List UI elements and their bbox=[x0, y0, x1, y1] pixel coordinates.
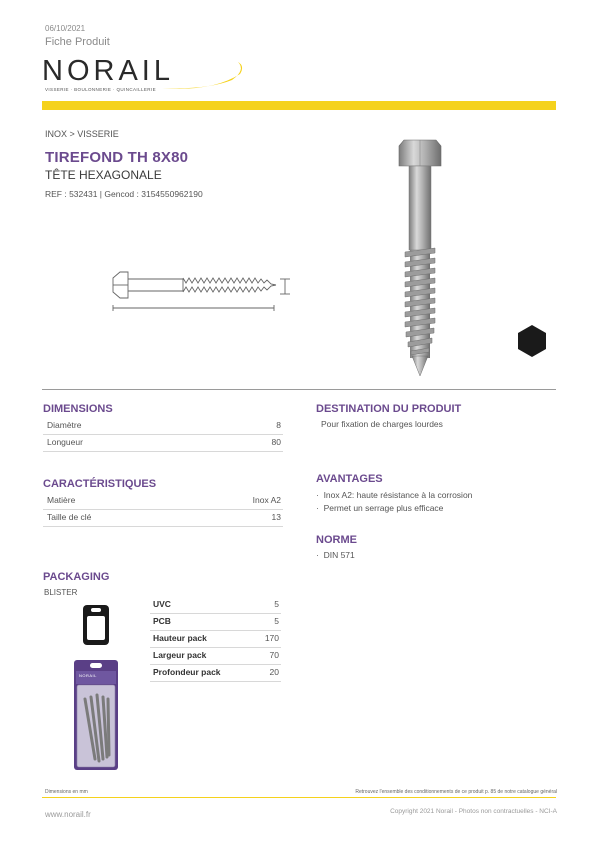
product-title: TIREFOND TH 8X80 bbox=[45, 149, 189, 166]
header-yellow-bar bbox=[42, 101, 556, 110]
footer-dimensions-note: Dimensions en mm bbox=[45, 789, 88, 795]
footer-website-link[interactable]: www.norail.fr bbox=[45, 810, 91, 819]
dimensions-heading: DIMENSIONS bbox=[43, 403, 113, 415]
dimension-row-longueur bbox=[43, 434, 283, 452]
document-type: Fiche Produit bbox=[45, 36, 110, 48]
row-value: 5 bbox=[274, 599, 279, 609]
technical-drawing bbox=[108, 268, 293, 318]
logo-wordmark: NORAIL bbox=[42, 55, 174, 87]
product-subtitle: TÊTE HEXAGONALE bbox=[45, 168, 162, 182]
row-value: Inox A2 bbox=[252, 495, 281, 505]
avantages-heading: AVANTAGES bbox=[316, 473, 383, 485]
destination-heading: DESTINATION DU PRODUIT bbox=[316, 403, 462, 415]
row-label: UVC bbox=[153, 599, 171, 609]
row-value: 80 bbox=[271, 437, 281, 447]
packaging-row-largeur bbox=[150, 647, 281, 665]
footer-catalog-note: Retrouvez l'ensemble des conditionnements de ce produit p. 85 de notre catalogue général bbox=[355, 789, 557, 795]
row-label: Largeur pack bbox=[153, 650, 207, 660]
avantage-item bbox=[316, 503, 443, 513]
norme-text: DIN 571 bbox=[323, 550, 355, 560]
bullet-dot: · bbox=[316, 550, 324, 560]
packaging-row-hauteur bbox=[150, 630, 281, 648]
packaging-heading: PACKAGING bbox=[43, 571, 110, 583]
row-label: PCB bbox=[153, 616, 171, 626]
row-label: Longueur bbox=[47, 437, 83, 447]
row-value: 13 bbox=[271, 512, 281, 522]
destination-text: Pour fixation de charges lourdes bbox=[321, 419, 443, 429]
row-label: Diamètre bbox=[47, 420, 82, 430]
packaging-type: BLISTER bbox=[44, 588, 78, 597]
row-value: 170 bbox=[264, 633, 279, 643]
packaging-row-pcb bbox=[150, 613, 281, 631]
dimension-row-diametre bbox=[43, 417, 283, 435]
blister-brand-label: NORAIL bbox=[79, 673, 97, 678]
footer-copyright: Copyright 2021 Norail - Photos non contractuelles - NCI-A bbox=[390, 808, 557, 815]
row-label: Matière bbox=[47, 495, 76, 505]
row-value: 70 bbox=[269, 650, 279, 660]
breadcrumb: INOX > VISSERIE bbox=[45, 129, 119, 139]
row-value: 8 bbox=[276, 420, 281, 430]
norail-logo bbox=[42, 56, 252, 96]
row-label: Hauteur pack bbox=[153, 633, 207, 643]
avantage-text: Inox A2: haute résistance à la corrosion bbox=[323, 490, 473, 500]
packaging-row-uvc bbox=[150, 596, 281, 614]
footer-rule bbox=[42, 797, 556, 798]
row-label: Profondeur pack bbox=[153, 667, 221, 677]
norme-item bbox=[316, 550, 355, 560]
packaging-row-profondeur bbox=[150, 664, 281, 682]
row-label: Taille de clé bbox=[47, 512, 92, 522]
row-value: 20 bbox=[269, 667, 279, 677]
caracteristiques-heading: CARACTÉRISTIQUES bbox=[43, 478, 157, 490]
document-date: 06/10/2021 bbox=[45, 24, 86, 33]
logo-tagline: VISSERIE · BOULONNERIE · QUINCAILLERIE bbox=[45, 87, 156, 92]
row-value: 5 bbox=[274, 616, 279, 626]
hexagon-head-icon bbox=[516, 324, 548, 358]
caracteristique-row-matiere bbox=[43, 492, 283, 510]
blister-pack-icon bbox=[82, 604, 110, 646]
bullet-dot: · bbox=[316, 503, 324, 513]
product-reference: REF : 532431 | Gencod : 3154550962190 bbox=[45, 189, 203, 199]
bullet-dot: · bbox=[316, 490, 324, 500]
avantage-text: Permet un serrage plus efficace bbox=[323, 503, 444, 513]
norme-heading: NORME bbox=[316, 534, 357, 546]
avantage-item bbox=[316, 490, 472, 500]
section-divider bbox=[42, 389, 556, 390]
caracteristique-row-taille-cle bbox=[43, 509, 283, 527]
product-photo-screw bbox=[390, 138, 450, 380]
